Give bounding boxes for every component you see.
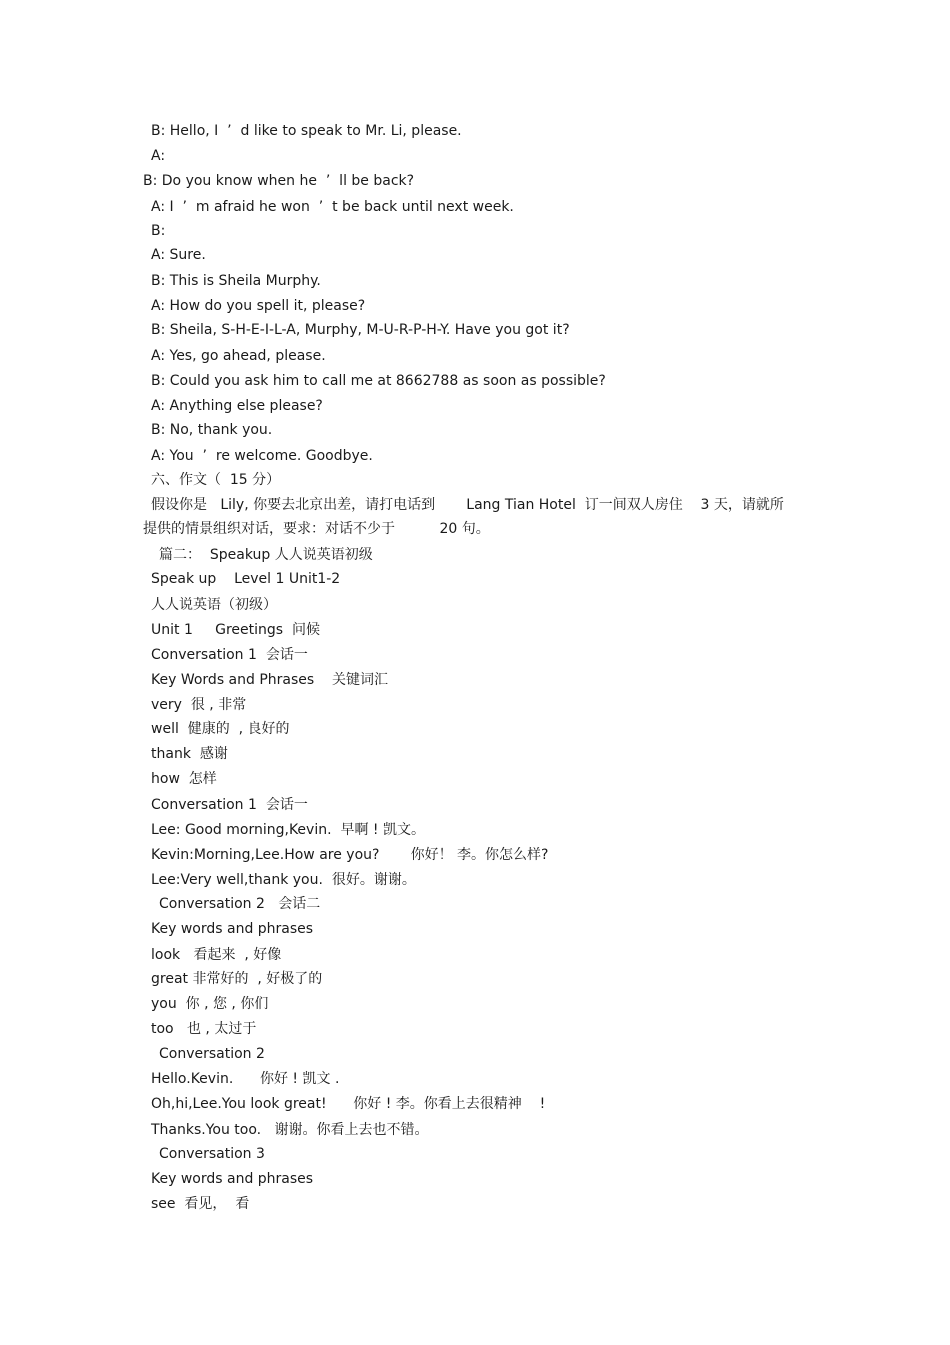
vocab-item: how 怎样: [151, 771, 217, 787]
text-line: Conversation 3: [159, 1146, 265, 1162]
section-heading: 六、作文（ 15 分）: [151, 472, 281, 488]
text-line: 人人说英语（初级）: [151, 597, 277, 613]
dialogue-line: Oh,hi,Lee.You look great! 你好 ! 李。你看上去很精神 !: [151, 1096, 546, 1112]
dialogue-line: B: Sheila, S-H-E-I-L-A, Murphy, M-U-R-P-H-Y. Have you got it?: [151, 322, 570, 338]
dialogue-line: A: Yes, go ahead, please.: [151, 348, 326, 364]
text-line: Key Words and Phrases 关键词汇: [151, 672, 389, 688]
dialogue-line: A: Sure.: [151, 247, 206, 263]
text-line: Conversation 2 会话二: [159, 896, 321, 912]
dialogue-line: A: Anything else please?: [151, 398, 323, 414]
dialogue-line: Lee:Very well,thank you. 很好。谢谢。: [151, 872, 416, 888]
part-heading: 篇二： Speakup 人人说英语初级: [159, 547, 373, 563]
text-line: Speak up Level 1 Unit1-2: [151, 571, 341, 587]
vocab-item: thank 感谢: [151, 746, 228, 762]
vocab-item: see 看见， 看: [151, 1196, 250, 1212]
dialogue-line: B: This is Sheila Murphy.: [151, 273, 321, 289]
vocab-item: look 看起来 , 好像: [151, 947, 282, 963]
dialogue-line: B: Could you ask him to call me at 8662788 as soon as possible?: [151, 373, 606, 389]
dialogue-line: B:: [151, 223, 166, 239]
dialogue-line: B: Hello, I ’ d like to speak to Mr. Li, please.: [151, 123, 462, 139]
text-line: Conversation 1 会话一: [151, 797, 308, 813]
vocab-item: you 你 , 您 , 你们: [151, 996, 269, 1012]
vocab-item: too 也 , 太过于: [151, 1021, 257, 1037]
text-line: Conversation 2: [159, 1046, 265, 1062]
dialogue-line: A: You ’ re welcome. Goodbye.: [151, 448, 373, 464]
vocab-item: great 非常好的 , 好极了的: [151, 971, 323, 987]
vocab-item: very 很 , 非常: [151, 697, 247, 713]
dialogue-line: A: I ’ m afraid he won ’ t be back until next week.: [151, 199, 514, 215]
task-text: 提供的情景组织对话，要求：对话不少于 20 句。: [143, 521, 490, 537]
task-text: 假设你是 Lily, 你要去北京出差，请打电话到 Lang Tian Hotel 订一间双人房住 3 天，请就所: [151, 497, 784, 513]
dialogue-line: Hello.Kevin. 你好 ! 凯文 .: [151, 1071, 340, 1087]
text-line: Key words and phrases: [151, 1171, 314, 1187]
unit-heading: Unit 1 Greetings 问候: [151, 622, 320, 638]
dialogue-line: Lee: Good morning,Kevin. 早啊 ! 凯文。: [151, 822, 425, 838]
vocab-item: well 健康的 , 良好的: [151, 721, 290, 737]
dialogue-line: B: No, thank you.: [151, 422, 273, 438]
dialogue-line: A: How do you spell it, please?: [151, 298, 366, 314]
dialogue-line: B: Do you know when he ’ ll be back?: [143, 173, 415, 189]
text-line: Conversation 1 会话一: [151, 647, 308, 663]
dialogue-line: A:: [151, 148, 166, 164]
dialogue-line: Thanks.You too. 谢谢。你看上去也不错。: [151, 1122, 429, 1138]
text-line: Key words and phrases: [151, 921, 314, 937]
dialogue-line: Kevin:Morning,Lee.How are you? 你好！ 李。你怎么样?: [151, 847, 549, 863]
